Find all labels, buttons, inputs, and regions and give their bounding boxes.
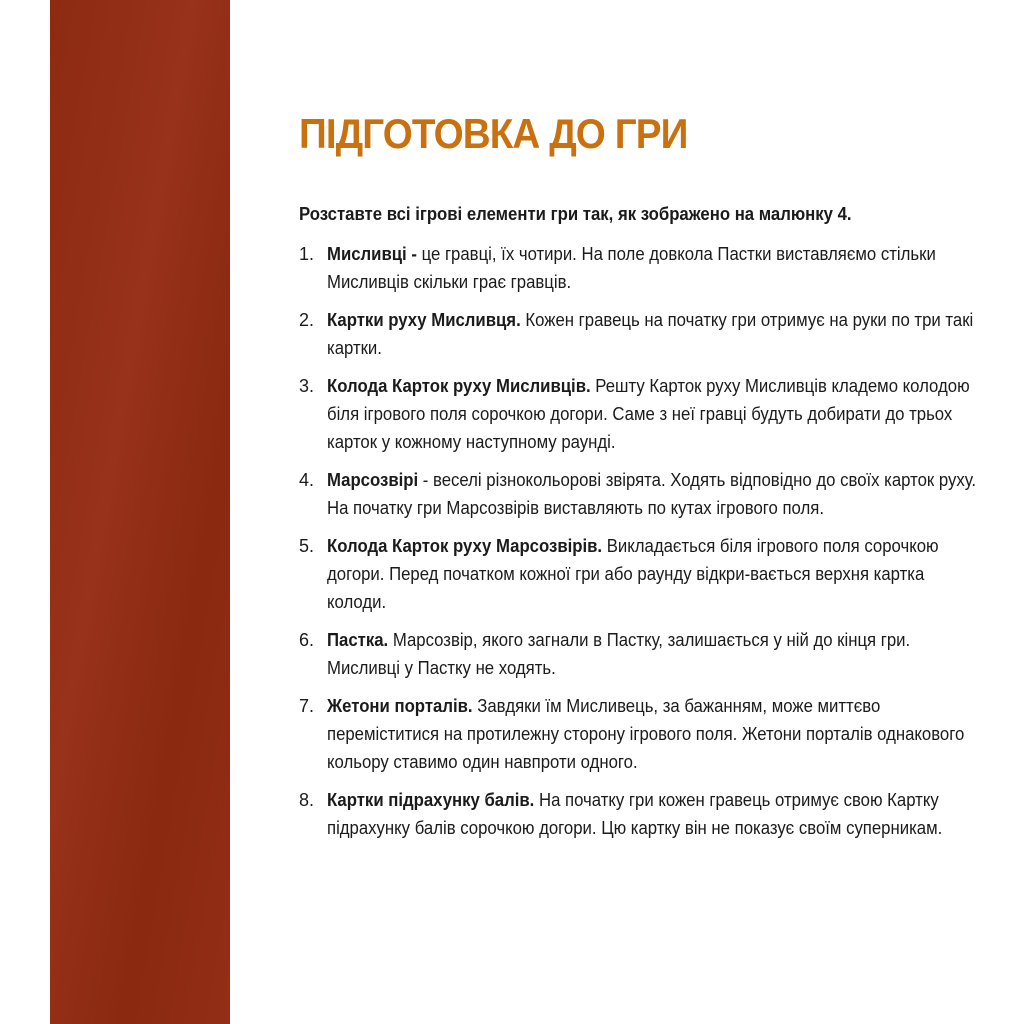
list-item-text: Решту Карток руху Мисливців кладемо колодою біля ігрового поля сорочкою догори. Саме з неї гравці будуть добирати до трьох карток у кожному наступному раунді. (327, 376, 970, 452)
list-item-body (327, 786, 978, 842)
list-item-body (327, 466, 978, 522)
decorative-side-band (50, 0, 230, 1024)
list-item-text: Кожен гравець на початку гри отримує на руки по три такі картки. (327, 310, 974, 358)
list-item-text: Марсозвір, якого загнали в Пастку, залишається у ній до кінця гри. Мисливці у Пастку не ходять. (327, 630, 911, 678)
list-item-body (327, 372, 978, 456)
list-item-term: Мисливці - (327, 244, 422, 264)
list-item-term: Колода Карток руху Мисливців. (327, 376, 591, 396)
list-item-term: Пастка. (327, 630, 389, 650)
list-item-text: Викладається біля ігрового поля сорочкою догори. Перед початком кожної гри або раунду відкри-вається верхня картка колоди. (327, 536, 939, 612)
list-item (299, 626, 989, 682)
list-item (299, 532, 989, 616)
list-item-number: 8. (299, 790, 315, 810)
list-item-body (327, 692, 978, 776)
list-item-term: Жетони порталів. (327, 696, 473, 716)
list-item-term: Колода Карток руху Марсозвірів. (327, 536, 603, 556)
list-item-text: Завдяки їм Мисливець, за бажанням, може миттєво переміститися на протилежну сторону ігрового поля. Жетони порталів однакового кольору ставимо один навпроти одного. (327, 696, 965, 772)
list-item (299, 692, 989, 776)
list-item-term: Марсозвірі (327, 470, 419, 490)
list-item (299, 466, 989, 522)
list-item-body (327, 626, 978, 682)
list-item-text: це гравці, їх чотири. На поле довкола Пастки виставляємо стільки Мисливців скільки грає гравців. (327, 244, 936, 292)
page-content (299, 108, 989, 852)
list-item-body (327, 240, 978, 296)
list-item-number: 6. (299, 630, 315, 650)
list-item (299, 240, 989, 296)
setup-list (299, 240, 989, 842)
list-item-text: - веселі різнокольорові звірята. Ходять відповідно до своїх карток руху. На початку гри Марсозвірів виставляють по кутах ігрового поля. (327, 470, 977, 518)
list-item-body (327, 306, 978, 362)
list-item-text: На початку гри кожен гравець отримує свою Картку підрахунку балів сорочкою догори. Цю картку він не показує своїм суперникам. (327, 790, 943, 838)
list-item-number: 1. (299, 244, 315, 264)
list-item-number: 3. (299, 376, 315, 396)
list-item (299, 786, 989, 842)
list-item-number: 7. (299, 696, 315, 716)
list-item (299, 372, 989, 456)
list-item (299, 306, 989, 362)
list-item-number: 2. (299, 310, 315, 330)
list-item-term: Картки підрахунку балів. (327, 790, 535, 810)
intro-text: Розставте всі ігрові елементи гри так, як зображено на малюнку 4. (299, 204, 852, 224)
page-title: ПІДГОТОВКА ДО ГРИ (299, 110, 688, 157)
list-item-number: 4. (299, 470, 315, 490)
list-item-term: Картки руху Мисливця. (327, 310, 521, 330)
list-item-body (327, 532, 978, 616)
list-item-number: 5. (299, 536, 315, 556)
